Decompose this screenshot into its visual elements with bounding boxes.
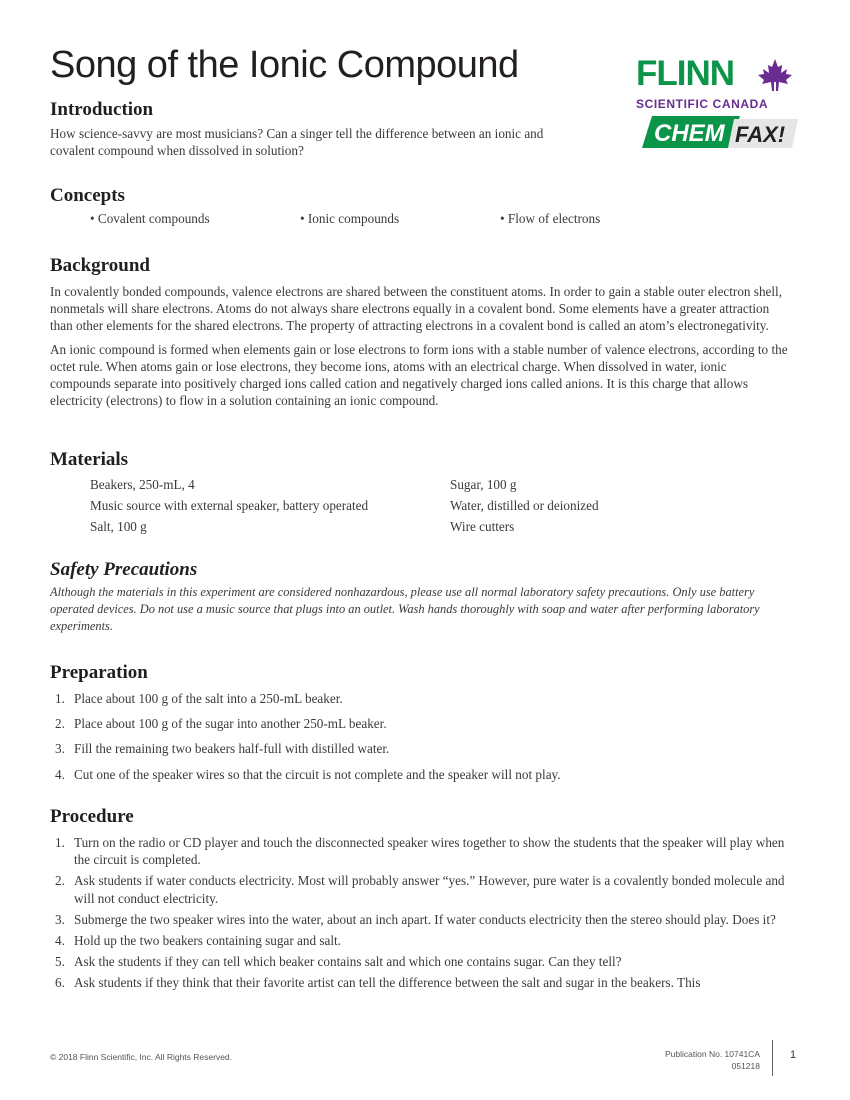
preparation-section bbox=[50, 662, 790, 783]
introduction-text: How science-savvy are most musicians? Can a singer tell the difference between an ionic and covalent compound when dissolved in solution? bbox=[50, 126, 544, 159]
background-paragraph: In covalently bonded compounds, valence electrons are shared between the constituent atoms. In order to gain a stable outer electron shell, nonmetals will share electrons. Atoms do not always share electrons equally in a covalent bond. Some elements have a greater attraction than other elements for the shared electrons. The property of attracting electrons in a covalent bond is called an atom’s electronegativity. bbox=[50, 284, 783, 334]
list-item: 1. Turn on the radio or CD player and touch the disconnected speaker wires together to show the students that the speaker will play when the circuit is completed. bbox=[55, 835, 785, 868]
concept-item: • Flow of electrons bbox=[500, 211, 601, 226]
material-item: Music source with external speaker, battery operated bbox=[90, 498, 369, 513]
procedure-heading: Procedure bbox=[50, 806, 134, 827]
footer-divider bbox=[772, 1040, 773, 1076]
list-item: 2. Place about 100 g of the sugar into another 250-mL beaker. bbox=[55, 716, 387, 732]
safety-heading: Safety Precautions bbox=[50, 559, 198, 580]
materials-heading: Materials bbox=[50, 449, 129, 470]
material-item: Wire cutters bbox=[450, 519, 515, 534]
procedure-section bbox=[50, 806, 790, 992]
safety-text: Although the materials in this experiment are considered nonhazardous, please use all normal laboratory safety precautions. Only use battery operated devices. Do not use a music source that plugs into an outlet. Wash hands thoroughly with soap and water after performing laboratory experiments. bbox=[50, 585, 760, 633]
safety-section bbox=[50, 559, 790, 635]
background-paragraph: An ionic compound is formed when elements gain or lose electrons to form ions with a stable number of valence electrons, according to the octet rule. When atoms gain or lose electrons, they become ions, atoms with an electrical charge. When dissolved in water, ionic compounds separate into positively charged ions called cation and negatively charged ions called anions. It is this charge that allows electricity (electrons) to flow in a solution containing an ionic compound. bbox=[50, 341, 788, 409]
material-item: Water, distilled or deionized bbox=[450, 498, 599, 513]
list-item: 3. Submerge the two speaker wires into the water, about an inch apart. If water conducts electricity then the stereo should play. Does it? bbox=[55, 911, 776, 927]
publication-number: Publication No. 10741CA bbox=[665, 1049, 760, 1059]
materials-section bbox=[50, 449, 790, 543]
list-item: 4. Cut one of the speaker wires so that the circuit is not complete and the speaker will not play. bbox=[55, 766, 561, 782]
background-section bbox=[50, 255, 790, 409]
material-item: Beakers, 250-mL, 4 bbox=[90, 477, 195, 492]
list-item: 6. Ask students if they think that their favorite artist can tell the difference between the salt and sugar in the beakers. This bbox=[55, 975, 701, 991]
logo-brand: FLINN bbox=[636, 54, 735, 93]
concepts-section bbox=[50, 185, 790, 231]
maple-leaf-icon bbox=[757, 58, 793, 94]
introduction-section bbox=[50, 99, 790, 159]
page-number: 1 bbox=[790, 1049, 797, 1061]
list-item: 2. Ask students if water conducts electricity. Most will probably answer “yes.” However, pure water is a covalently bonded molecule and will not conduct electricity. bbox=[55, 873, 785, 906]
introduction-heading: Introduction bbox=[50, 99, 154, 120]
page-title: Song of the Ionic Compound bbox=[50, 44, 519, 86]
preparation-heading: Preparation bbox=[50, 662, 148, 683]
concept-item: • Ionic compounds bbox=[300, 211, 400, 226]
list-item: 1. Place about 100 g of the salt into a 250-mL beaker. bbox=[55, 691, 343, 706]
chemfax-chem: CHEM bbox=[654, 120, 725, 147]
procedure-list bbox=[50, 834, 790, 992]
logo-subtitle: SCIENTIFIC CANADA bbox=[636, 97, 769, 111]
copyright: © 2018 Flinn Scientific, Inc. All Rights Reserved. bbox=[50, 1052, 233, 1062]
list-item: 3. Fill the remaining two beakers half-full with distilled water. bbox=[55, 741, 390, 757]
concepts-heading: Concepts bbox=[50, 185, 125, 206]
list-item: 5. Ask the students if they can tell which beaker contains salt and which one contains sugar. Can they tell? bbox=[55, 954, 622, 970]
material-item: Salt, 100 g bbox=[90, 519, 147, 534]
concept-item: • Covalent compounds bbox=[90, 211, 210, 226]
background-heading: Background bbox=[50, 255, 150, 276]
publication-info bbox=[600, 1048, 760, 1072]
list-item: 4. Hold up the two beakers containing sugar and salt. bbox=[55, 933, 341, 949]
preparation-list bbox=[50, 690, 790, 783]
chemfax-fax: FAX! bbox=[735, 122, 786, 147]
material-item: Sugar, 100 g bbox=[450, 477, 517, 492]
publication-code: 051218 bbox=[731, 1061, 760, 1071]
